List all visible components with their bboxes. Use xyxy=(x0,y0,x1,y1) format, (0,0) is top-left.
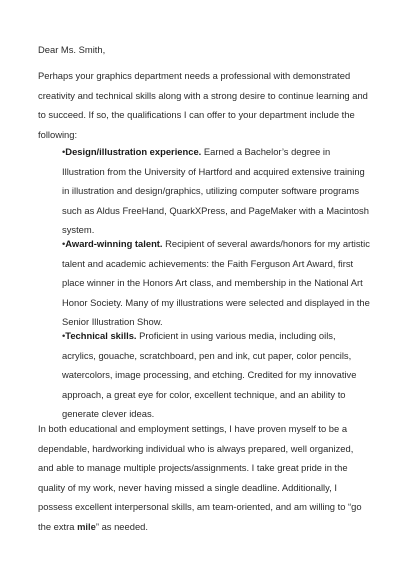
closing-paragraph xyxy=(38,419,370,536)
bullet-award-winning-talent xyxy=(62,234,372,332)
closing-text: In both educational and employment settings, I have proven myself to be a dependable, hardworking individual who is always prepared, well organized, and able to manage multiple projects/assignments. I take great pride in the quality of my work, never having missed a single deadline. Additionally, I possess excellent interpersonal skills, am team-oriented, and am willing to “go the extra xyxy=(38,423,362,532)
bullet-lead: Award-winning talent. xyxy=(65,238,163,249)
salutation: Dear Ms. Smith, xyxy=(38,44,106,55)
bullet-marker: • xyxy=(62,238,66,249)
bullet-marker: • xyxy=(62,146,66,157)
bullet-technical-skills xyxy=(62,326,372,424)
bullet-lead: Design/illustration experience. xyxy=(65,146,202,157)
bullet-text: Recipient of several awards/honors for my artistic talent and academic achievements: the Faith Ferguson Art Award, first place winner in the Honors Art class, and membership in the National Art Honor Society. Many of my illustrations were selected and displayed in the Senior Illustration Show. xyxy=(62,238,370,327)
bullet-design-experience xyxy=(62,142,372,240)
closing-text-end: ” as needed. xyxy=(95,520,148,532)
bullet-lead: Technical skills. xyxy=(65,330,137,341)
bullet-marker: • xyxy=(62,330,66,341)
intro-paragraph: Perhaps your graphics department needs a professional with demonstrated creativity and technical skills along with a strong desire to continue learning and to succeed. If so, the qualifications I can offer to your department include the following: xyxy=(38,70,368,140)
bullet-text: Proficient in using various media, including oils, acrylics, gouache, scratchboard, pen and ink, cut paper, color pencils, watercolors, image processing, and etching. Credited for my innovative approach, a great eye for color, excellent technique, and an ability to generate clever ideas. xyxy=(62,330,357,419)
bullet-text: Earned a Bachelor’s degree in Illustration from the University of Hartford and acquired extensive training in illustration and design/graphics, utilizing computer software programs such as Aldus FreeHand, QuarkXPress, and PageMaker with a Macintosh system. xyxy=(62,146,369,235)
closing-emphasis: mile xyxy=(77,520,96,532)
